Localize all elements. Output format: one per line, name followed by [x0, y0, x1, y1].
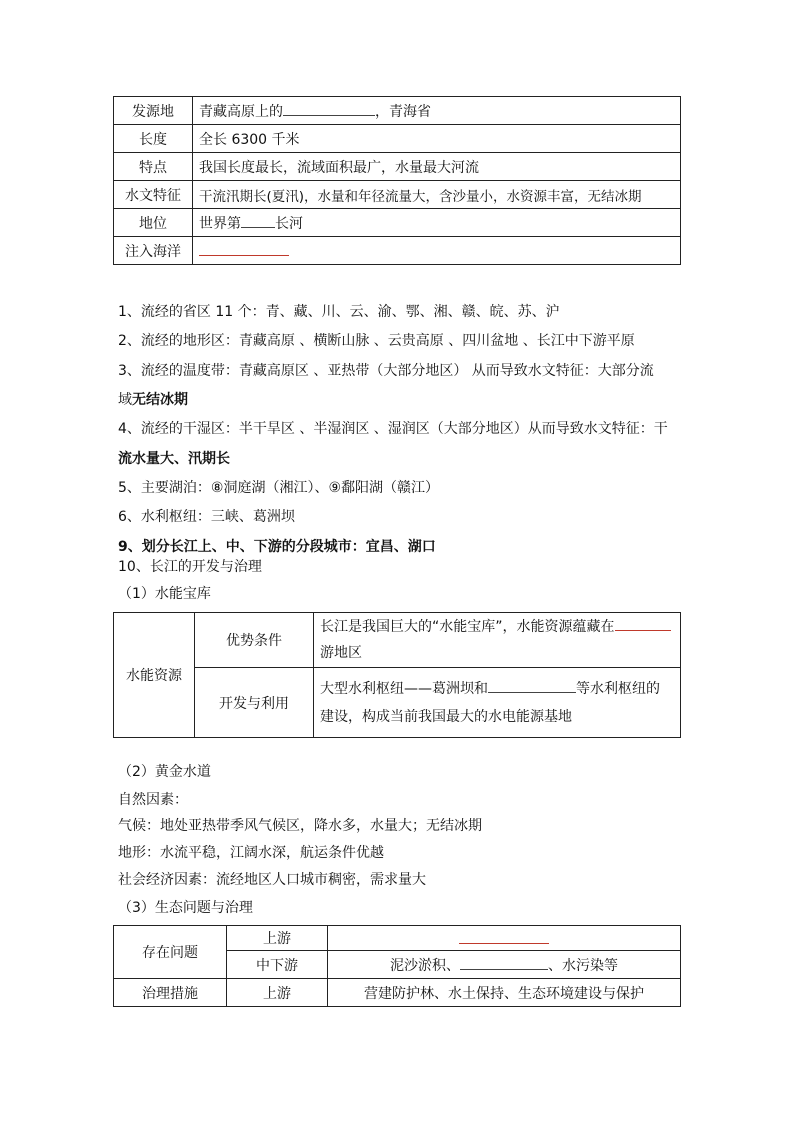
- upper-reach-label: 上游: [227, 926, 328, 951]
- point-9: 9、划分长江上、中、下游的分段城市：宜昌、湖口: [118, 539, 436, 555]
- ecology-table: [113, 925, 681, 1007]
- midlower-reach-value: 泥沙淤积、 、水污染等: [328, 951, 681, 979]
- measures-text: 营建防护林、水土保持、生态环境建设与保护: [328, 979, 681, 1007]
- yangtze-overview-table: [113, 96, 681, 265]
- point-1: 1、流经的省区 11 个：青、藏、川、云、渝、鄂、湘、赣、皖、苏、沪: [118, 304, 560, 320]
- row-value-length: 全长 6300 千米: [193, 125, 681, 153]
- point-3-cont: 域无结冰期: [118, 392, 188, 408]
- point-5: 5、主要湖泊：⑧洞庭湖（湘江）、⑨鄱阳湖（赣江）: [118, 480, 440, 496]
- point-4-cont: 流水量大、汛期长: [118, 451, 230, 467]
- point-2: 2、流经的地形区：青藏高原 、横断山脉 、云贵高原 、四川盆地 、长江中下游平原: [118, 333, 635, 349]
- row-value-status: 世界第 长河: [193, 209, 681, 237]
- fill-blank[interactable]: [615, 616, 671, 631]
- subsection-3: （3）生态问题与治理: [118, 900, 253, 916]
- fill-blank[interactable]: [283, 101, 375, 116]
- fill-blank[interactable]: [241, 213, 275, 228]
- row-label-source: 发源地: [114, 97, 193, 125]
- fill-blank[interactable]: [199, 241, 289, 256]
- point-4: 4、流经的干湿区：半干旱区 、半湿润区 、湿润区（大部分地区）从而导致水文特征：干: [118, 421, 668, 437]
- upper-reach-value: [328, 926, 681, 951]
- row-value-features: 我国长度最长，流域面积最广，水量最大河流: [193, 153, 681, 181]
- row-value-source: 青藏高原上的 ，青海省: [193, 97, 681, 125]
- development-label: 开发与利用: [195, 668, 314, 738]
- development-text: 大型水利枢纽——葛洲坝和 等水利枢纽的 建设，构成当前我国最大的水电能源基地: [314, 668, 681, 738]
- row-label-length: 长度: [114, 125, 193, 153]
- advantage-label: 优势条件: [195, 613, 314, 668]
- terrain-line: 地形：水流平稳，江阔水深，航运条件优越: [118, 845, 384, 861]
- social-factors: 社会经济因素：流经地区人口城市稠密，需求量大: [118, 872, 426, 888]
- measures-reach-label: 上游: [227, 979, 328, 1007]
- hydropower-rowhead: 水能资源: [114, 613, 195, 738]
- point-3: 3、流经的温度带：青藏高原区 、亚热带（大部分地区） 从而导致水文特征：大部分流: [118, 363, 654, 379]
- natural-factors: 自然因素：: [118, 792, 188, 808]
- point-10: 10、长江的开发与治理: [118, 559, 262, 575]
- fill-blank[interactable]: [460, 955, 548, 970]
- point-6: 6、水利枢纽：三峡、葛洲坝: [118, 509, 295, 525]
- hydropower-table: [113, 612, 681, 738]
- row-label-status: 地位: [114, 209, 193, 237]
- climate-line: 气候：地处亚热带季风气候区，降水多，水量大；无结冰期: [118, 818, 482, 834]
- row-label-ocean: 注入海洋: [114, 237, 193, 265]
- subsection-1: （1）水能宝库: [118, 586, 211, 602]
- midlower-reach-label: 中下游: [227, 951, 328, 979]
- fill-blank[interactable]: [459, 929, 549, 944]
- subsection-2: （2）黄金水道: [118, 764, 211, 780]
- fill-blank[interactable]: [488, 678, 576, 693]
- advantage-text: 长江是我国巨大的“水能宝库”，水能资源蕴藏在 游地区: [314, 613, 681, 668]
- measures-label: 治理措施: [114, 979, 227, 1007]
- problems-label: 存在问题: [114, 926, 227, 979]
- row-label-hydrology: 水文特征: [114, 181, 193, 209]
- row-label-features: 特点: [114, 153, 193, 181]
- row-value-ocean: [193, 237, 681, 265]
- row-value-hydrology: 干流汛期长(夏汛)，水量和年径流量大，含沙量小，水资源丰富，无结冰期: [193, 181, 681, 209]
